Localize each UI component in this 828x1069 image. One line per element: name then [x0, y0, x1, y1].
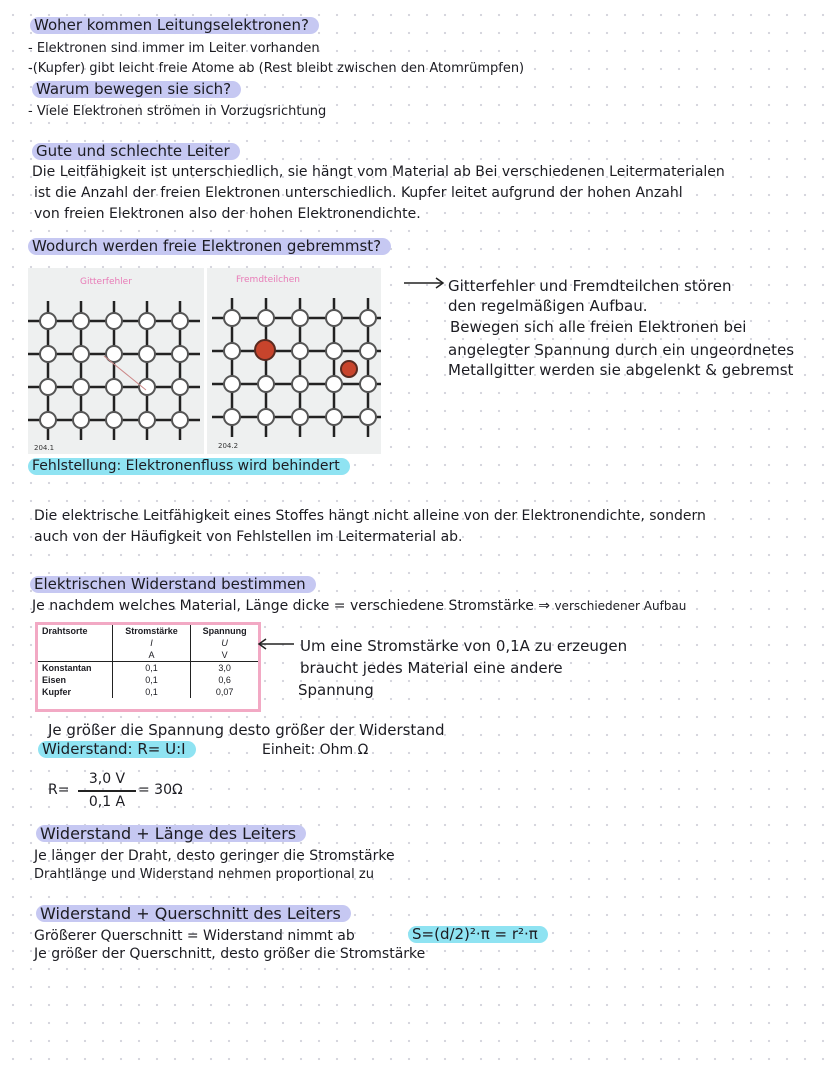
lattice-atom [106, 313, 122, 329]
formula-widerstand: Widerstand: R= U:I [38, 741, 196, 758]
text-material: Je nachdem welches Material, Länge dicke = verschiedene Stromstärke [32, 598, 534, 614]
implies-arrow-icon: ⇒ [538, 598, 550, 614]
calc-denominator: 0,1 A [88, 794, 126, 810]
note-line: Spannung [298, 681, 374, 699]
lattice-atom [139, 412, 155, 428]
lattice-atom [73, 313, 89, 329]
lattice-atom [326, 343, 342, 359]
table-row [38, 686, 258, 698]
figure-number-right: 204.2 [218, 442, 239, 450]
lattice-atom [292, 310, 308, 326]
heading-widerstand-bestimmen: Elektrischen Widerstand bestimmen [30, 576, 316, 593]
foreign-particle [341, 361, 357, 377]
table-cell: 0,1 [112, 674, 191, 686]
calc-rhs: = 30Ω [138, 782, 183, 798]
text-line: von freien Elektronen also der hohen Elektronendichte. [34, 206, 421, 222]
text-line [32, 598, 686, 614]
text-line: Je länger der Draht, desto geringer die Stromstärke [34, 848, 395, 864]
table-header: Spannung [191, 625, 258, 637]
note-line: braucht jedes Material eine andere [300, 659, 563, 677]
heading-widerstand-querschnitt: Widerstand + Querschnitt des Leiters [36, 905, 351, 922]
lattice-atom [139, 379, 155, 395]
table-cell: Konstantan [42, 663, 92, 673]
table-cell: Eisen [42, 675, 67, 685]
lattice-atom [326, 310, 342, 326]
table-cell: Kupfer [42, 687, 71, 697]
text-line: Größerer Querschnitt = Widerstand nimmt ab [34, 928, 355, 944]
table-header: Drahtsorte [42, 626, 88, 636]
lattice-atom [258, 409, 274, 425]
lattice-atom [172, 313, 188, 329]
lattice-atom [224, 343, 240, 359]
lattice-atom [360, 409, 376, 425]
heading-widerstand-laenge: Widerstand + Länge des Leiters [36, 825, 306, 842]
lattice-atom [292, 343, 308, 359]
table-unit: V [191, 649, 258, 662]
table-cell: 0,6 [191, 674, 258, 686]
formula-querschnitt: S=(d/2)²·π = r²·π [408, 926, 548, 943]
lattice-atom [106, 379, 122, 395]
table-cell: 0,1 [112, 686, 191, 698]
heading-gute-schlechte-leiter: Gute und schlechte Leiter [32, 143, 240, 160]
table-header: Stromstärke [112, 625, 191, 637]
lattice-atom [40, 313, 56, 329]
text-einheit: Einheit: Ohm Ω [262, 742, 369, 758]
lattice-atom [326, 409, 342, 425]
lattice-atom [172, 346, 188, 362]
note-line: Metallgitter werden sie abgelenkt & gebremst [448, 361, 794, 379]
text-aufbau: verschiedener Aufbau [554, 599, 687, 613]
foreign-particle [255, 340, 275, 360]
lattice-figure [28, 268, 381, 454]
lattice-atom [360, 343, 376, 359]
table-cell: 0,07 [191, 686, 258, 698]
note-line: angelegter Spannung durch ein ungeordnetes [448, 341, 795, 359]
lattice-atom [73, 346, 89, 362]
text-line: Drahtlänge und Widerstand nehmen proportional zu [34, 867, 374, 882]
wire-table [35, 622, 261, 712]
lattice-atom [292, 376, 308, 392]
text-line: - Elektronen sind immer im Leiter vorhanden [28, 41, 320, 56]
table-symbol: U [191, 637, 258, 649]
table-cell: 3,0 [191, 662, 258, 675]
table-unit: A [112, 649, 191, 662]
heading-leitungselektronen: Woher kommen Leitungselektronen? [30, 17, 319, 34]
text-line: ist die Anzahl der freien Elektronen unterschiedlich. Kupfer leitet aufgrund der hohen Anzahl [34, 185, 683, 201]
lattice-atom [224, 310, 240, 326]
lattice-atom [292, 409, 308, 425]
note-line: den regelmäßigen Aufbau. [448, 297, 648, 315]
note-line: Um eine Stromstärke von 0,1A zu erzeugen [300, 637, 628, 655]
text-line: -(Kupfer) gibt leicht freie Atome ab (Rest bleibt zwischen den Atomrümpfen) [28, 61, 525, 76]
label-fremdteilchen: Fremdteilchen [236, 275, 301, 285]
note-line: Gitterfehler und Fremdteilchen stören [448, 277, 732, 295]
lattice-atom [139, 346, 155, 362]
table-symbol: I [112, 637, 191, 649]
lattice-atom [224, 409, 240, 425]
lattice-atom [172, 412, 188, 428]
text-line: - Viele Elektronen strömen in Vorzugsrichtung [28, 104, 327, 119]
lattice-atom [326, 376, 342, 392]
lattice-atom [360, 310, 376, 326]
table-row [38, 674, 258, 686]
lattice-atom [172, 379, 188, 395]
lattice-atom [40, 379, 56, 395]
note-line: Bewegen sich alle freien Elektronen bei [450, 318, 747, 336]
table-cell [38, 649, 112, 662]
lattice-atom [73, 412, 89, 428]
lattice-atom [73, 379, 89, 395]
caption-fehlstellung: Fehlstellung: Elektronenfluss wird behindert [28, 458, 350, 475]
arrow-right-icon [402, 276, 448, 290]
table-row [38, 662, 258, 675]
lattice-atom [40, 412, 56, 428]
lattice-atom [40, 346, 56, 362]
lattice-atom [106, 412, 122, 428]
lattice-atom [224, 376, 240, 392]
table-cell [38, 637, 112, 649]
figure-number-left: 204.1 [34, 444, 55, 452]
text-line: auch von der Häufigkeit von Fehlstellen im Leitermaterial ab. [34, 529, 463, 545]
lattice-atom [258, 310, 274, 326]
lattice-atom [360, 376, 376, 392]
heading-warum-bewegen: Warum bewegen sie sich? [32, 81, 241, 98]
lattice-atom [258, 376, 274, 392]
heading-gebremst: Wodurch werden freie Elektronen gebremmst? [28, 238, 391, 255]
label-gitterfehler: Gitterfehler [80, 277, 132, 287]
text-line: Je größer die Spannung desto größer der Widerstand [48, 721, 445, 739]
lattice-atom [139, 313, 155, 329]
table-cell: 0,1 [112, 662, 191, 675]
arrow-left-icon [256, 637, 296, 651]
calc-lhs: R= [48, 782, 70, 798]
text-line: Die Leitfähigkeit ist unterschiedlich, sie hängt vom Material ab Bei verschiedenen Leitermaterialen [32, 164, 725, 180]
calc-numerator: 3,0 V [88, 771, 126, 787]
text-line: Je größer der Querschnitt, desto größer die Stromstärke [34, 946, 426, 962]
text-line: Die elektrische Leitfähigkeit eines Stoffes hängt nicht alleine von der Elektronendichte, sondern [34, 508, 706, 524]
fraction-bar [78, 790, 136, 792]
